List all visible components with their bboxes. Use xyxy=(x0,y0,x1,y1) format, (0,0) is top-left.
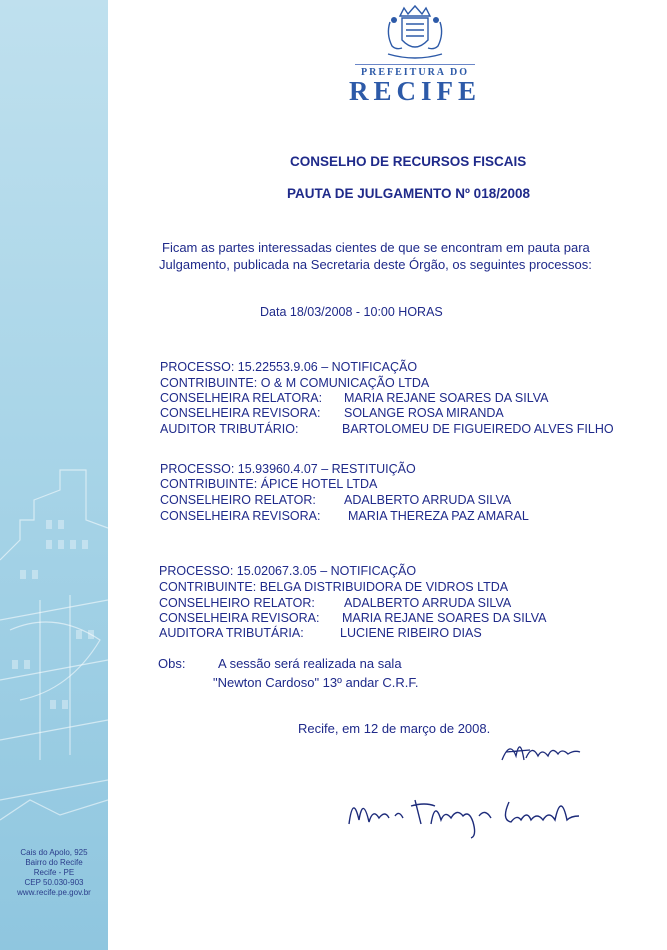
letterhead-logo xyxy=(345,4,485,104)
process-role: CONSELHEIRA REVISORA: xyxy=(160,509,321,523)
process-role: CONSELHEIRA REVISORA: xyxy=(160,406,321,420)
process-member: BARTOLOMEU DE FIGUEIREDO ALVES FILHO xyxy=(342,422,614,436)
council-heading: CONSELHO DE RECURSOS FISCAIS xyxy=(290,154,527,169)
process-role: CONSELHEIRA REVISORA: xyxy=(159,611,320,625)
address-line: CEP 50.030-903 xyxy=(24,878,84,887)
process-member: ADALBERTO ARRUDA SILVA xyxy=(344,493,512,507)
address-line: Bairro do Recife xyxy=(25,858,83,867)
process-number: PROCESSO: 15.93960.4.07 – RESTITUIÇÃO xyxy=(160,462,416,476)
intro-line: Julgamento, publicada na Secretaria deste Órgão, os seguintes processos: xyxy=(159,257,592,272)
left-decorative-band xyxy=(0,0,108,950)
full-signature xyxy=(345,780,605,840)
city-skyline-illustration xyxy=(0,0,108,950)
process-member: LUCIENE RIBEIRO DIAS xyxy=(340,626,482,640)
process-contributor: CONTRIBUINTE: BELGA DISTRIBUIDORA DE VIDROS LTDA xyxy=(159,580,509,594)
process-member: ADALBERTO ARRUDA SILVA xyxy=(344,596,512,610)
process-role: AUDITOR TRIBUTÁRIO: xyxy=(160,422,299,436)
obs-text: A sessão será realizada na sala xyxy=(218,656,402,671)
process-member: MARIA REJANE SOARES DA SILVA xyxy=(344,391,549,405)
place-date: Recife, em 12 de março de 2008. xyxy=(298,721,491,736)
intro-line: Ficam as partes interessadas cientes de que se encontram em pauta para xyxy=(162,240,590,255)
coat-of-arms-icon xyxy=(380,4,450,62)
obs-label: Obs: xyxy=(158,656,186,671)
process-number: PROCESSO: 15.02067.3.05 – NOTIFICAÇÃO xyxy=(159,564,417,578)
address-line: Cais do Apolo, 925 xyxy=(20,848,88,857)
address-block xyxy=(4,848,104,898)
process-number: PROCESSO: 15.22553.9.06 – NOTIFICAÇÃO xyxy=(160,360,418,374)
agenda-title: PAUTA DE JULGAMENTO Nº 018/2008 xyxy=(287,186,530,201)
process-member: MARIA REJANE SOARES DA SILVA xyxy=(342,611,547,625)
process-contributor: CONTRIBUINTE: ÁPICE HOTEL LTDA xyxy=(160,477,378,491)
letterhead-city: RECIFE xyxy=(348,76,481,106)
process-member: MARIA THEREZA PAZ AMARAL xyxy=(348,509,529,523)
session-date: Data 18/03/2008 - 10:00 HORAS xyxy=(260,305,443,319)
obs-text: "Newton Cardoso" 13º andar C.R.F. xyxy=(213,675,419,690)
initials-signature xyxy=(496,730,586,770)
process-role: AUDITORA TRIBUTÁRIA: xyxy=(159,626,304,640)
letterhead-rule xyxy=(355,64,475,65)
process-role: CONSELHEIRO RELATOR: xyxy=(160,493,316,507)
process-role: CONSELHEIRO RELATOR: xyxy=(159,596,315,610)
letterhead-prefeitura: PREFEITURA DO xyxy=(361,67,469,78)
process-member: SOLANGE ROSA MIRANDA xyxy=(344,406,504,420)
address-line: Recife - PE xyxy=(33,868,75,877)
address-line: www.recife.pe.gov.br xyxy=(17,888,91,897)
process-role: CONSELHEIRA RELATORA: xyxy=(160,391,323,405)
process-contributor: CONTRIBUINTE: O & M COMUNICAÇÃO LTDA xyxy=(160,376,430,390)
